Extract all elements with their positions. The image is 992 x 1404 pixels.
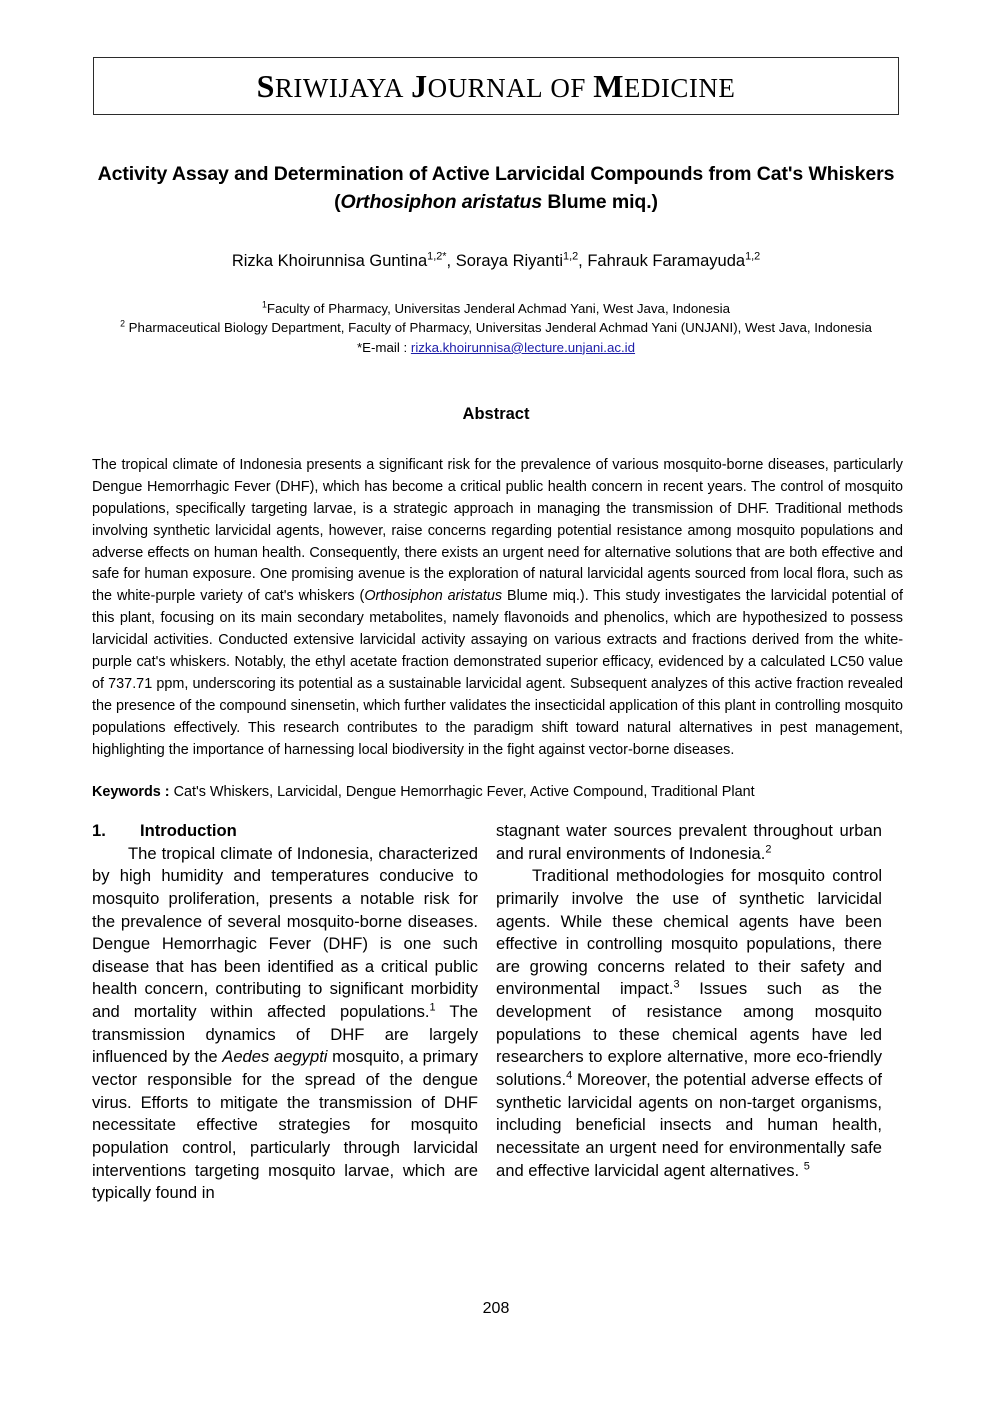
corresponding-email-link[interactable]: rizka.khoirunnisa@lecture.unjani.ac.id <box>410 339 636 355</box>
affiliation-1 <box>96 300 896 319</box>
author-affiliation-marker-1: 1,2* <box>427 250 447 263</box>
author-affiliation-marker-2: 1,2 <box>563 250 579 263</box>
intro-p2-part-a: Traditional methodologies for mosquito control primarily involve the use of synthetic larvicidal agents. While these chemical agents have been effective in controlling mosquito populations, there are growing concerns related to their safety and environmental impact. <box>496 866 882 999</box>
abstract-part-2: Blume miq.). This study investigates the larvicidal potential of this plant, focusing on its main secondary metabolites, namely flavonoids and phenolics, which are hypothesized to possess larvicidal activities. Conducted extensive larvicidal activity assaying on various extracts and fractions derived from the white-purple cat's whiskers. Notably, the ethyl acetate fraction demonstrated superior efficacy, evidenced by a calculated LC50 value of 737.71 ppm, underscoring its potential as a sustainable larvicidal agent. Subsequent analyzes of this active fraction revealed the presence of the compound sinensetin, which further validates the insecticidal application of this plant in controlling mosquito populations effectively. This research contributes to the paradigm shift toward natural alternatives in pest management, highlighting the importance of harnessing local biodiversity in the fight against vector-borne diseases. <box>92 588 903 758</box>
affiliation-2-text: Pharmaceutical Biology Department, Faculty of Pharmacy, Universitas Jenderal Achmad Yani (UNJANI), West Java, Indonesia <box>124 319 872 335</box>
page-number-footer: 208 <box>482 1300 510 1317</box>
abstract-species-name: Orthosiphon aristatus <box>364 588 503 605</box>
author-list <box>96 250 896 273</box>
intro-paragraph-2 <box>496 865 882 1182</box>
email-label: *E-mail : <box>356 339 411 355</box>
author-name-1: Rizka Khoirunnisa Guntina <box>231 252 428 270</box>
journal-title-rest-medicine: EDICINE <box>623 72 736 103</box>
journal-title-of: OF <box>550 72 586 103</box>
author-separator-1: , <box>446 252 456 270</box>
citation-ref-5: 5 <box>803 1160 810 1173</box>
affiliation-1-text: Faculty of Pharmacy, Universitas Jenderal Achmad Yani, West Java, Indonesia <box>266 301 731 316</box>
abstract-heading: Abstract <box>462 405 530 423</box>
affiliation-block <box>96 300 896 358</box>
abstract-text <box>92 455 903 761</box>
article-title-line2-suffix: Blume miq.) <box>542 191 658 214</box>
intro-p2-part-c: Moreover, the potential adverse effects of synthetic larvicidal agents on non-target organisms, including beneficial insects and human health, necessitate an urgent need for environmentally safe and effective larvicidal agent alternatives. <box>496 1070 882 1180</box>
abstract-part-1: The tropical climate of Indonesia presents a significant risk for the prevalence of various mosquito-borne diseases, particularly Dengue Hemorrhagic Fever (DHF), which has become a critical public health concern in recent years. The control of mosquito populations, specifically targeting larvae, is a strategic approach in managing the transmission of DHF. Traditional methods involving synthetic larvicidal agents, however, raise concerns regarding potential resistance among mosquito populations and adverse effects on human health. Consequently, there exists an urgent need for alternative solutions that are both effective and safe for human exposure. One promising avenue is the exploration of natural larvicidal agents sourced from local flora, such as the white-purple variety of cat's whiskers ( <box>92 457 903 605</box>
article-title-line2-prefix: Whiskers ( <box>334 163 895 214</box>
journal-title-rest-journal: OURNAL <box>427 72 544 103</box>
section-heading-introduction <box>92 820 478 843</box>
author-name-3: Fahrauk Faramayuda <box>587 252 746 270</box>
journal-title <box>256 67 736 104</box>
keywords-values: Cat's Whiskers, Larvicidal, Dengue Hemorrhagic Fever, Active Compound, Traditional Plant <box>169 784 755 800</box>
page-title <box>96 160 896 217</box>
citation-ref-3: 3 <box>673 978 680 991</box>
citation-ref-2: 2 <box>765 843 772 856</box>
body-column-left <box>92 820 478 1205</box>
intro-species-name: Aedes aegypti <box>222 1047 328 1067</box>
article-title-block <box>96 160 896 217</box>
corresponding-email-line <box>96 339 896 358</box>
author-separator-2: , <box>578 252 588 270</box>
body-column-right <box>496 820 882 1182</box>
intro-p1-part-a: The tropical climate of Indonesia, characterized by high humidity and temperatures conducive to mosquito proliferation, presents a notable risk for the prevalence of several mosquito-borne diseases. Dengue Hemorrhagic Fever (DHF) is one such disease that has been identified as a critical public health concern, contributing to significant morbidity and mortality within affected populations. <box>92 843 478 1022</box>
journal-title-rest-sriwijaya: RIWIJAYA <box>274 72 404 103</box>
intro-paragraph-1-continued <box>496 820 882 865</box>
author-name-2: Soraya Riyanti <box>455 252 564 270</box>
citation-ref-4: 4 <box>566 1069 573 1082</box>
article-title-line1: Activity Assay and Determination of Active Larvicidal Compounds from Cat's <box>97 163 804 185</box>
article-title-species: Orthosiphon aristatus <box>340 191 543 214</box>
keywords-label: Keywords : <box>92 784 170 800</box>
intro-p2-part-b: Issues such as the development of resistance among mosquito populations to these chemical agents have led researchers to explore alternative, more eco-friendly solutions. <box>496 979 882 1090</box>
keywords-line <box>92 782 903 804</box>
affiliation-2 <box>96 319 896 338</box>
intro-p1-part-b: The transmission dynamics of DHF are largely influenced by the <box>92 1002 479 1067</box>
journal-title-cap-s: S <box>256 67 275 104</box>
section-title: Introduction <box>140 821 237 840</box>
intro-paragraph-1 <box>92 843 478 1205</box>
citation-ref-1: 1 <box>429 1001 436 1014</box>
intro-p1-continuation: stagnant water sources prevalent throughout urban and rural environments of Indonesia. <box>496 821 882 863</box>
journal-title-cap-j: J <box>411 67 428 104</box>
section-number: 1. <box>92 821 106 840</box>
affiliation-marker-1: 1 <box>261 299 267 310</box>
intro-p1-part-c: mosquito, a primary vector responsible for the spread of the dengue virus. Efforts to mitigate the transmission of DHF necessitate effective strategies for mosquito population control, particularly through larvicidal interventions targeting mosquito larvae, which are typically found in <box>92 1047 478 1203</box>
affiliation-marker-2: 2 <box>120 318 125 329</box>
journal-masthead-box <box>93 57 899 115</box>
journal-title-cap-m: M <box>593 67 624 104</box>
author-affiliation-marker-3: 1,2 <box>745 250 761 263</box>
